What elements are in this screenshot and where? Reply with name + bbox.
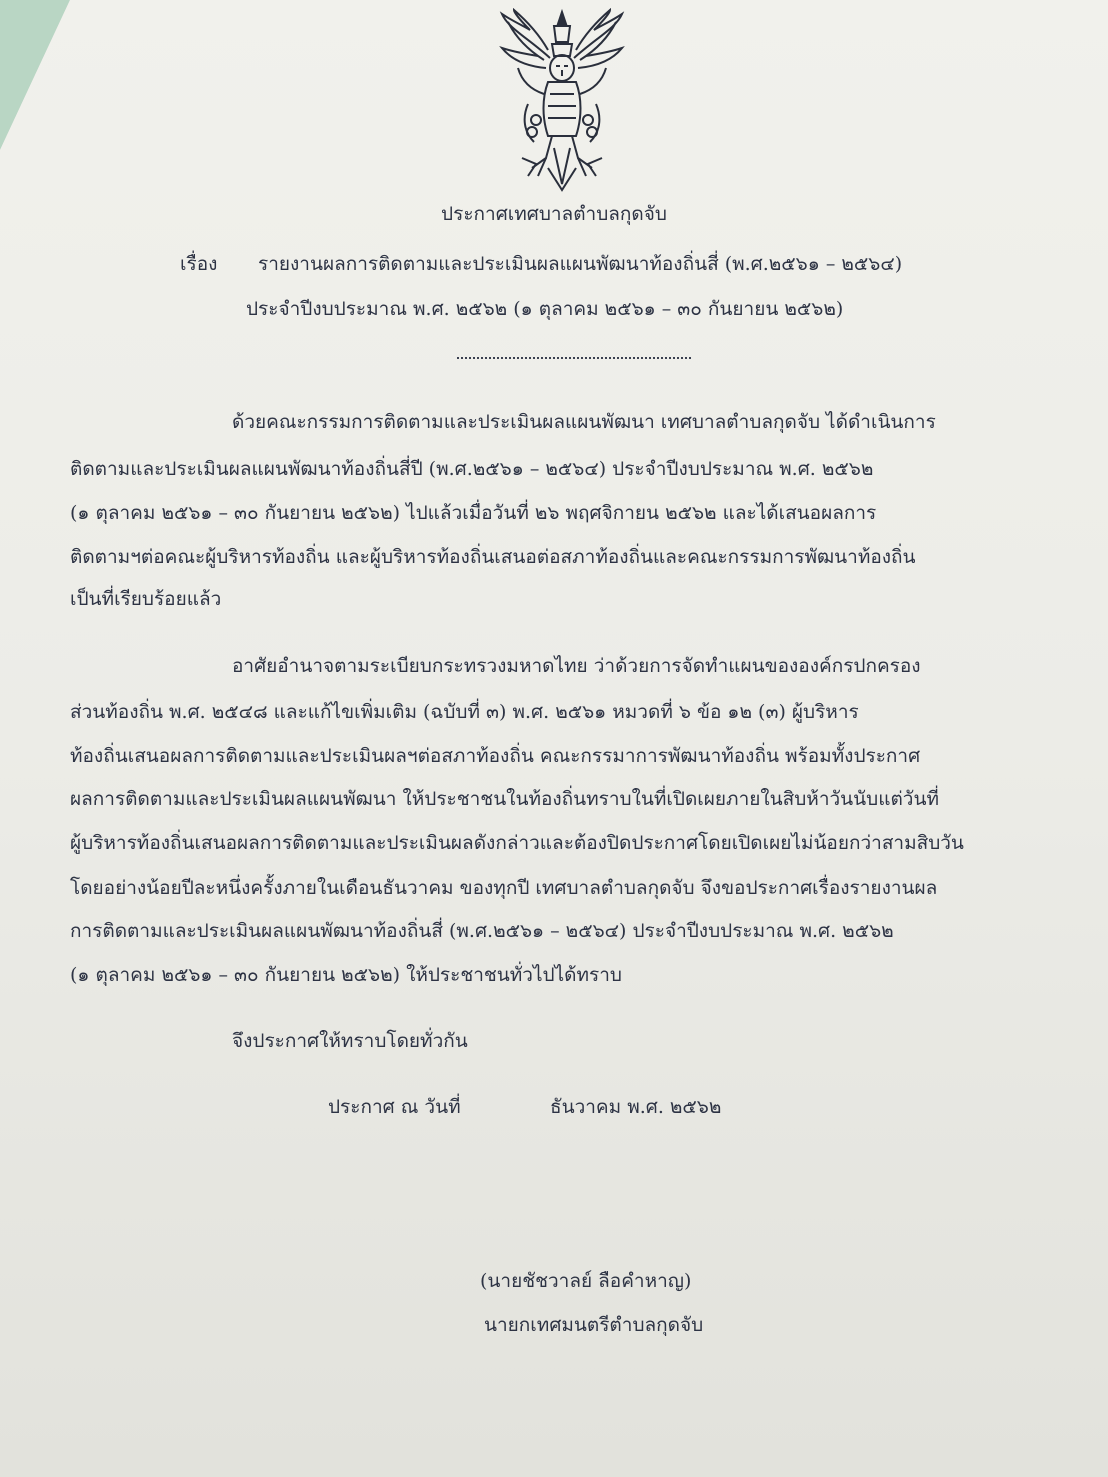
paragraph-2-line: ผลการติดตามและประเมินผลแผนพัฒนา ให้ประชาชนในท้องถิ่นทราบในที่เปิดเผยภายในสิบห้าวันนับแต่วันที่ xyxy=(70,788,939,810)
garuda-emblem-icon xyxy=(488,8,636,193)
paragraph-1-line: ติดตามฯต่อคณะผู้บริหารท้องถิ่น และผู้บริหารท้องถิ่นเสนอต่อสภาท้องถิ่นและคณะกรรมการพัฒนาท้องถิ่น xyxy=(70,546,916,568)
signatory-title: นายกเทศมนตรีตำบลกุดจับ xyxy=(484,1314,704,1336)
signatory-name: (นายชัชวาลย์ ลือคำหาญ) xyxy=(480,1270,692,1292)
subject-line-1: รายงานผลการติดตามและประเมินผลแผนพัฒนาท้องถิ่นสี่ (พ.ศ.๒๕๖๑ – ๒๕๖๔) xyxy=(258,253,903,275)
paragraph-2-line: ส่วนท้องถิ่น พ.ศ. ๒๕๔๘ และแก้ไขเพิ่มเติม (ฉบับที่ ๓) พ.ศ. ๒๕๖๑ หมวดที่ ๖ ข้อ ๑๒ (๓) ผู้บริหาร xyxy=(70,701,859,723)
paragraph-1-line: (๑ ตุลาคม ๒๕๖๑ – ๓๐ กันยายน ๒๕๖๒) ไปแล้วเมื่อวันที่ ๒๖ พฤศจิกายน ๒๕๖๒ และได้เสนอผลการ xyxy=(70,502,877,524)
separator-dots xyxy=(457,357,691,359)
org-title: ประกาศเทศบาลตำบลกุดจับ xyxy=(441,203,667,225)
paragraph-2-line: (๑ ตุลาคม ๒๕๖๑ – ๓๐ กันยายน ๒๕๖๒) ให้ประชาชนทั่วไปได้ทราบ xyxy=(70,964,622,986)
subject-label: เรื่อง xyxy=(180,253,218,275)
paragraph-2-line: การติดตามและประเมินผลแผนพัฒนาท้องถิ่นสี่ (พ.ศ.๒๕๖๑ – ๒๕๖๔) ประจำปีงบประมาณ พ.ศ. ๒๕๖๒ xyxy=(70,920,894,942)
closing-statement: จึงประกาศให้ทราบโดยทั่วกัน xyxy=(232,1030,468,1052)
paragraph-2-line: ท้องถิ่นเสนอผลการติดตามและประเมินผลฯต่อสภาท้องถิ่น คณะกรรมาการพัฒนาท้องถิ่น พร้อมทั้งประกาศ xyxy=(70,745,921,767)
subject-line-2: ประจำปีงบประมาณ พ.ศ. ๒๕๖๒ (๑ ตุลาคม ๒๕๖๑ – ๓๐ กันยายน ๒๕๖๒) xyxy=(246,298,844,320)
paragraph-1-line: ด้วยคณะกรรมการติดตามและประเมินผลแผนพัฒนา เทศบาลตำบลกุดจับ ได้ดำเนินการ xyxy=(232,411,936,433)
paragraph-2-line: อาศัยอำนาจตามระเบียบกระทรวงมหาดไทย ว่าด้วยการจัดทำแผนขององค์กรปกครอง xyxy=(232,655,921,677)
announcement-date-label: ประกาศ ณ วันที่ xyxy=(328,1096,461,1118)
paragraph-1-line: เป็นที่เรียบร้อยแล้ว xyxy=(70,588,222,610)
announcement-month-year: ธันวาคม พ.ศ. ๒๕๖๒ xyxy=(550,1096,722,1118)
paragraph-1-line: ติดตามและประเมินผลแผนพัฒนาท้องถิ่นสี่ปี (พ.ศ.๒๕๖๑ – ๒๕๖๔) ประจำปีงบประมาณ พ.ศ. ๒๕๖๒ xyxy=(70,458,874,480)
paragraph-2-line: โดยอย่างน้อยปีละหนึ่งครั้งภายในเดือนธันวาคม ของทุกปี เทศบาลตำบลกุดจับ จึงขอประกาศเรื่องรายงานผล xyxy=(70,877,938,899)
paragraph-2-line: ผู้บริหารท้องถิ่นเสนอผลการติดตามและประเมินผลดังกล่าวและต้องปิดประกาศโดยเปิดเผยไม่น้อยกว่าสามสิบวัน xyxy=(70,832,964,854)
